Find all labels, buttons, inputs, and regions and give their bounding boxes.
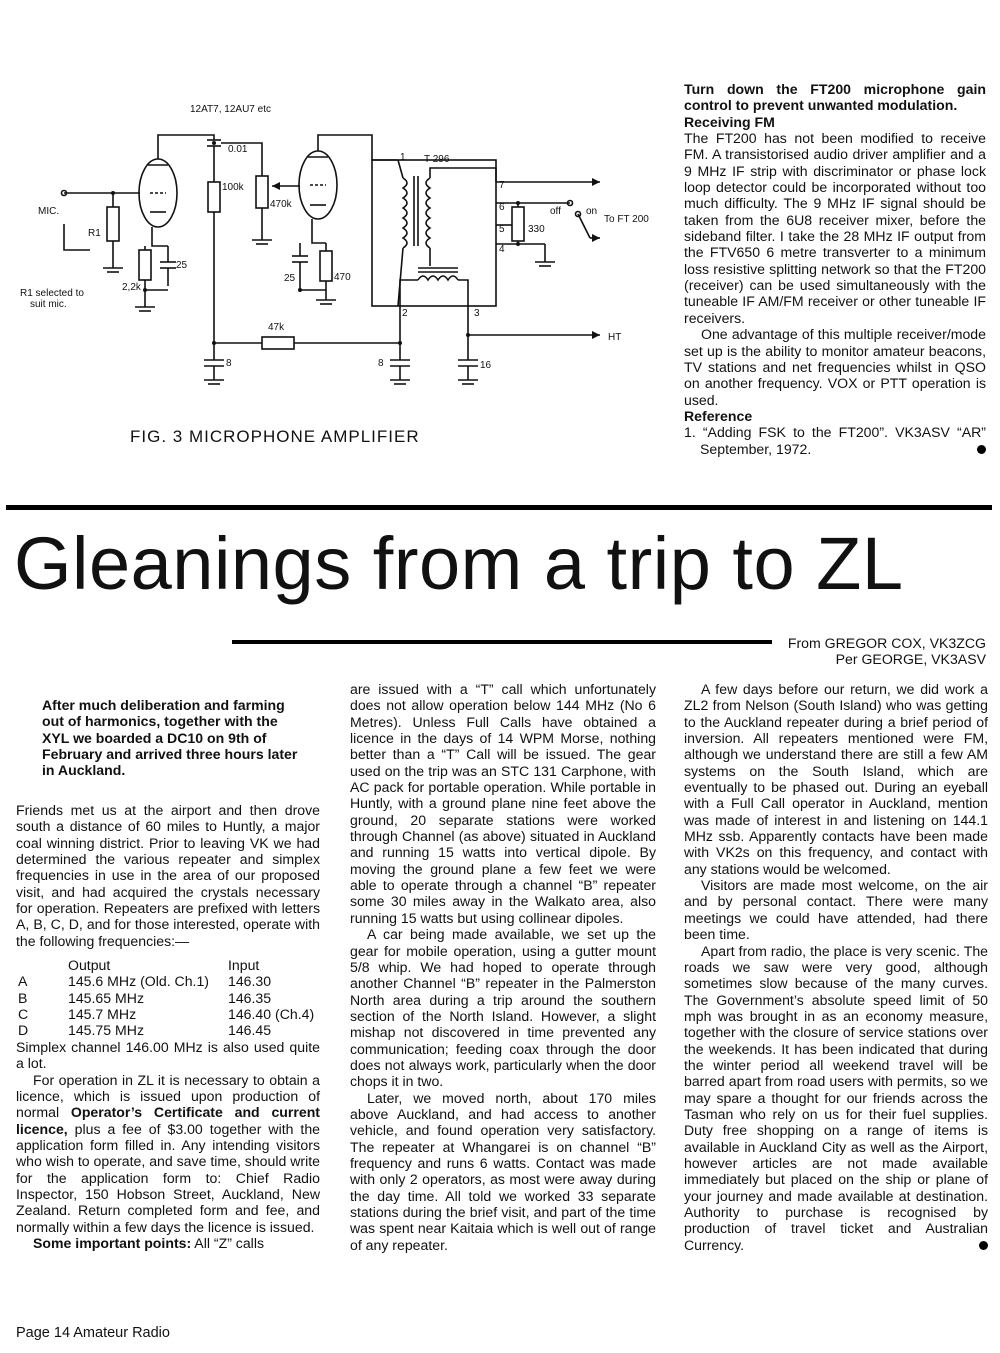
- table-head-input: Input: [228, 957, 260, 974]
- table-cell-output: 145.7 MHz: [68, 1006, 137, 1023]
- end-mark-icon: [977, 445, 986, 454]
- table-cell-input: 146.45: [228, 1022, 272, 1039]
- top-right-para-1: Turn down the FT200 microphone gain control to prevent unwanted modulation.: [684, 81, 986, 114]
- col1-para-2: Simplex channel 146.00 MHz is also used quite a lot.: [16, 1038, 320, 1072]
- article-column-3: [684, 681, 988, 1253]
- label-pin7: 7: [499, 180, 505, 191]
- col3-para-3: [684, 943, 988, 1254]
- label-res-47k: 47k: [268, 322, 285, 333]
- label-cap-25b: 25: [284, 273, 296, 284]
- table-row: [16, 1022, 320, 1038]
- article-intro: After much deliberation and farming out of harmonics, together with the XYL we boarded a DC10 on 9th of February and arrived three hours later in Auckland.: [42, 697, 298, 779]
- heading-receiving-fm: Receiving FM: [684, 113, 775, 130]
- table-row: [16, 990, 320, 1006]
- label-r1-note-2: suit mic.: [30, 299, 67, 310]
- microphone-amplifier-schematic: [0, 80, 670, 470]
- col2-para-3: Later, we moved north, about 170 miles above Auckland, and had access to another vehicle, and found operation very satisfactory. The repeater at Whangarei is on channel “B” frequency and runs 6 watts. Contact was made with only 2 operators, as most were away during the day time. All told we worked 33 separate stations during the brief visit, and part of the time was spent near Kaitaia which is well out of range of any repeater.: [350, 1089, 656, 1253]
- article-title: Gleanings from a trip to ZL: [14, 522, 904, 605]
- transformer-t296: [372, 160, 496, 306]
- label-pin1: 1: [400, 152, 406, 163]
- article-column-1: [16, 802, 320, 1251]
- label-pin6: 6: [499, 202, 505, 213]
- col1-para-3-text-c: plus a fee of $3.00 together with the application form filled in. Any intending visitors who wish to operate, and save time, should write for the application form to: Chief Radio Inspector, 150 Hobson Street, Auckland, New Zealand. Return completed form and fee, and normally within a few days the licence is issued.: [16, 1120, 320, 1235]
- col1-para-4: [16, 1235, 320, 1251]
- repeater-frequency-table: [16, 957, 320, 1039]
- label-r1: R1: [88, 228, 101, 239]
- label-tubes: 12AT7, 12AU7 etc: [190, 104, 271, 115]
- label-off: off: [550, 206, 561, 217]
- label-res-22k: 2,2k: [122, 282, 141, 293]
- label-pin5: 5: [499, 224, 505, 235]
- table-head-output: Output: [68, 957, 111, 974]
- label-pot-470k: 470k: [270, 199, 292, 210]
- label-cap-8a: 8: [226, 358, 232, 369]
- top-right-para-3: One advantage of this multiple receiver/mode set up is the ability to monitor amateur beacons, TV stations and net frequencies whilst in QSO on another frequency. VOX or PTT operation is used.: [684, 326, 986, 408]
- table-cell-channel: B: [18, 989, 28, 1006]
- byline-author: From GREGOR COX, VK3ZCG: [787, 635, 986, 651]
- col1-para-3: [16, 1072, 320, 1235]
- end-mark-icon: [979, 1241, 988, 1250]
- label-ht: HT: [608, 332, 622, 343]
- label-mic: MIC.: [38, 206, 60, 217]
- col2-para-1: are issued with a “T” call which unfortunately does not allow operation below 144 MHz (No 6 Metres). Unless Full Calls have obtained a licence in the days of 14 WPM Morse, nothing better than a “T” Call will be issued. The gear used on the trip was an STC 131 Carphone, with AC pack for portable operation. While portable in Huntly, with a ground plane nine feet above the ground, 20 separate stations were worked through Channel (as above) situated in Auckland and running 15 watts into vertical dipole. By moving the ground plane a few feet we were able to operate through a channel “B” repeater some 30 miles away in the Walkato area, also running 15 watts but using collinear dipoles.: [350, 681, 656, 926]
- label-on: on: [586, 206, 598, 217]
- label-cap-8b: 8: [378, 358, 384, 369]
- table-cell-input: 146.30: [228, 973, 272, 990]
- table-cell-output: 145.65 MHz: [68, 989, 144, 1006]
- label-cap-25a: 25: [176, 260, 188, 271]
- col1-para-4-text: All “Z” calls: [191, 1234, 264, 1251]
- col1-para-3-text-a: For operation in ZL it is necessary to obtain a licence, which is issued upon production of normal: [16, 1071, 320, 1121]
- label-cap-16: 16: [480, 360, 492, 371]
- table-cell-channel: C: [18, 1006, 29, 1023]
- label-res-330: 330: [528, 224, 545, 235]
- top-right-column: [684, 81, 986, 457]
- label-res-100k: 100k: [222, 182, 244, 193]
- reference-item-1: [684, 424, 986, 457]
- section-rule: [6, 505, 992, 510]
- label-pin3: 3: [474, 308, 480, 319]
- table-cell-input: 146.35: [228, 989, 272, 1006]
- col2-para-2: A car being made available, we set up the gear for mobile operation, using a gutter mount 5/8 whip. We had hoped to operate through another Channel “B” repeater in the Palmerston North area during a trip around the southern section of the North Island. However, a slight mishap not discovered in time prevented any communication; feeding coax through the door does not always work, particularly when the door chops it in two.: [350, 926, 656, 1090]
- col3-para-2: Visitors are made most welcome, on the air and by personal contact. There were many meetings we could have attended, had there been time.: [684, 877, 988, 943]
- table-cell-channel: A: [18, 973, 28, 990]
- byline-editor: Per GEORGE, VK3ASV: [835, 651, 986, 668]
- table-row: [16, 973, 320, 989]
- label-res-470: 470: [334, 272, 351, 283]
- label-r1-note-1: R1 selected to: [20, 288, 84, 299]
- page-footer: Page 14 Amateur Radio: [16, 1325, 170, 1341]
- heading-reference: Reference: [684, 407, 753, 424]
- label-cap-001: 0.01: [228, 144, 248, 155]
- col3-para-3-text: Apart from radio, the place is very scenic. The roads we saw were very good, although sometimes slow because of the many curves. The Government’s absolute speed limit of 50 mph was brought in as an economy measure, together with the closure of service stations over the weekends. It has been indicated that during the winter period all weekend travel will be barred apart from road users with permits, so we may spare a thought for our friends across the Tasman who rely on us for their fuel supplies. Duty free shopping on a range of items is available in Auckland City as well as the Airport, however articles are not made available immediately but placed on the ship or plane of your journey and made available at destination. Authority to purchase is recognised by production of travel ticket and Australian Currency.: [684, 942, 988, 1253]
- table-cell-output: 145.6 MHz (Old. Ch.1): [68, 973, 209, 990]
- label-pin4: 4: [499, 244, 505, 255]
- col1-para-4-bold: Some important points:: [33, 1234, 192, 1251]
- label-pin2: 2: [402, 308, 408, 319]
- col1-para-3-bold: Operator’s Certificate and current licence,: [16, 1104, 320, 1137]
- col3-para-1: A few days before our return, we did work a ZL2 from Nelson (South Island) who was getting to the Auckland repeater during a brief period of inversion. All repeaters mentioned were FM, although we understand there are still a few AM systems on the South Island, which are eventually to be phased out. During an eyeball with a Full Call operator in Auckland, mention was made of interest in and listening on 144.1 MHz ssb. Apparently contacts have been made with VK2s on this frequency, and contact with any stations would be welcomed.: [684, 681, 988, 877]
- label-transformer: T 296: [424, 154, 450, 165]
- byline: [788, 635, 986, 668]
- table-cell-channel: D: [18, 1022, 29, 1039]
- col1-para-1: Friends met us at the airport and then drove south a distance of 60 miles to Huntly, a major coal winning district. Prior to leaving VK we had determined the various repeater and simplex frequencies in use in the area of our proposed visit, and had acquired the crystals necessary for operation. Repeaters are prefixed with letters A, B, C, D, and for those interested, operate with the following frequencies:—: [16, 802, 320, 949]
- article-column-2: [350, 681, 656, 1253]
- top-right-para-2: The FT200 has not been modified to receive FM. A transistorised audio driver amplifier and a 9 MHz IF strip with discriminator or phase lock loop detector could be incorporated without too much difficulty. The 9 MHz IF signal should be taken from the 6U8 receiver mixer, before the sideband filter. I take the 28 MHz IF output from the FTV650 6 metre transverter to a minimum loss resistive splitting network so that the FT200 (receiver) can be used simultaneously with the tuneable IF AM/FM receiver or other tuneable IF receivers.: [684, 130, 986, 326]
- figure-caption: FIG. 3 MICROPHONE AMPLIFIER: [130, 427, 420, 446]
- label-to-ft200: To FT 200: [604, 214, 649, 225]
- byline-rule: [232, 640, 772, 644]
- table-cell-input: 146.40 (Ch.4): [228, 1006, 315, 1023]
- reference-text: 1. “Adding FSK to the FT200”. VK3ASV “AR” September, 1972.: [684, 424, 986, 457]
- table-cell-output: 145.75 MHz: [68, 1022, 144, 1039]
- table-row: [16, 1006, 320, 1022]
